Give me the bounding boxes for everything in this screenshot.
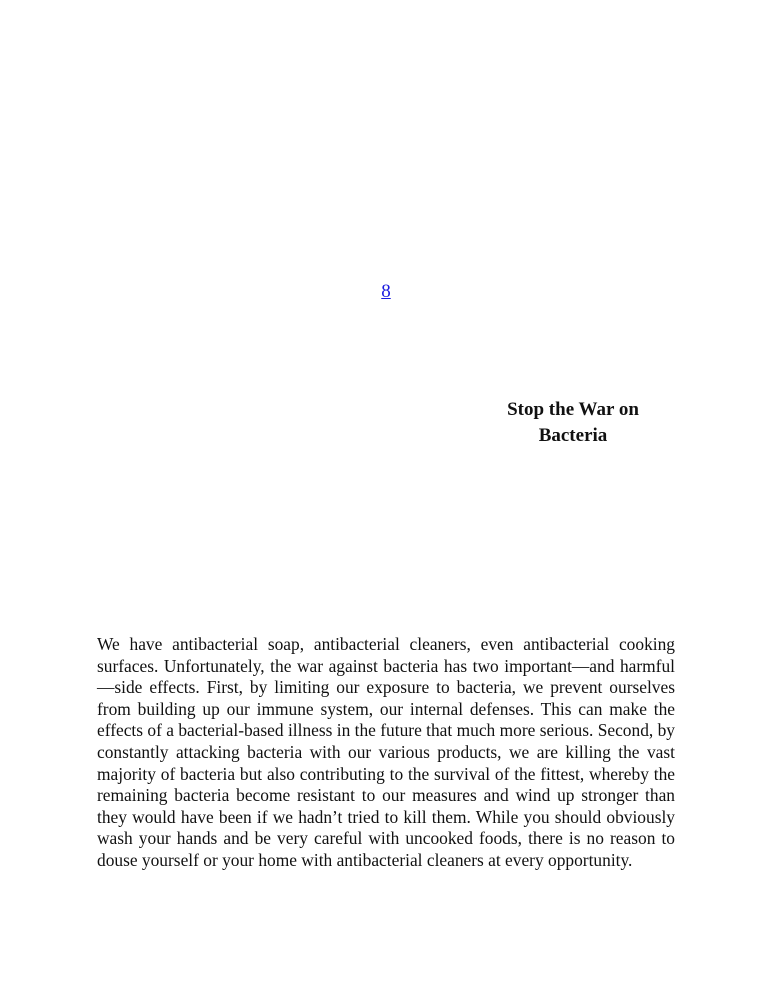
- chapter-title: Stop the War on Bacteria: [507, 399, 639, 446]
- page-number: [0, 280, 772, 304]
- body-paragraph: We have antibacterial soap, antibacterial cleaners, even antibacterial cooking surfaces. Unfortunately, the war against bacteria has two important—and harmful—side effects. First, by limiting our exposure to bacteria, we prevent ourselves from building up our immune system, our internal defenses. This can make the effects of a bacterial-based illness in the future that much more serious. Second, by constantly attacking bacteria with our various products, we are killing the vast majority of bacteria but also contributing to the survival of the fittest, whereby the remaining bacteria become resistant to our measures and wind up stronger than they would have been if we hadn’t tried to kill them. While you should obviously wash your hands and be very careful with uncooked foods, there is no reason to douse yourself or your home with antibacterial cleaners at every opportunity.: [97, 634, 675, 870]
- page-number-link[interactable]: 8: [381, 281, 391, 302]
